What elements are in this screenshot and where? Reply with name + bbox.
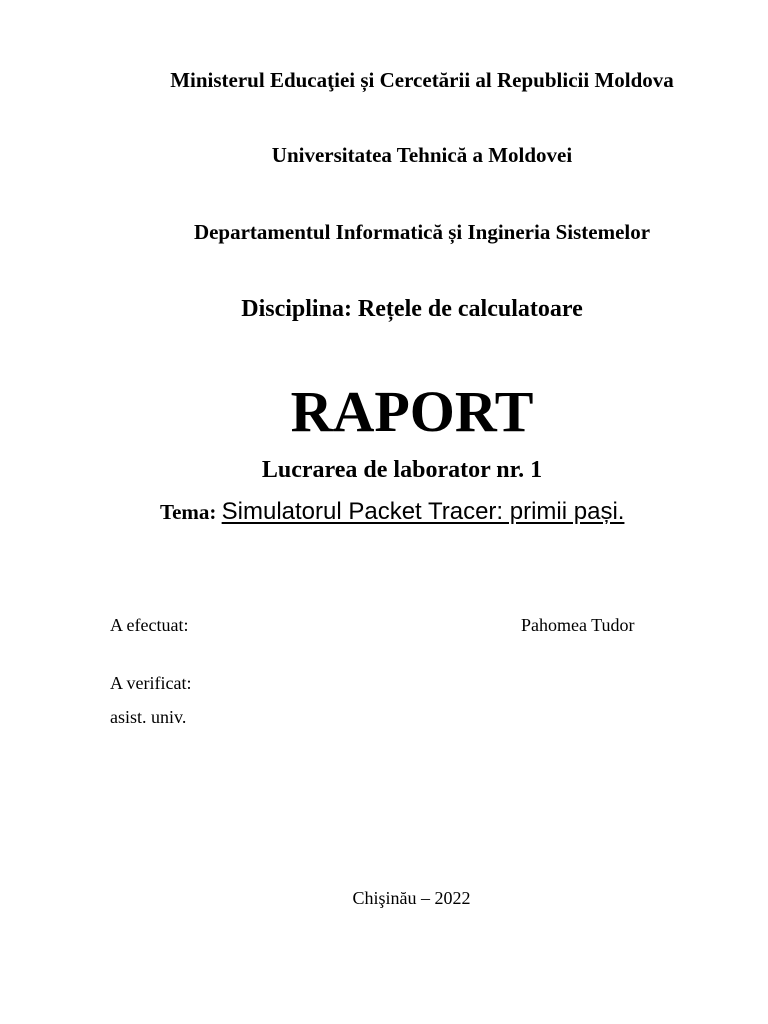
verified-by-label: A verificat:: [110, 673, 192, 693]
discipline-heading: Disciplina: Rețele de calculatoare: [241, 296, 583, 322]
report-title: RAPORT: [290, 379, 534, 444]
department-heading: Departamentul Informatică și Ingineria Sistemelor: [193, 220, 651, 244]
city-year: Chişinău – 2022: [352, 888, 471, 908]
lab-work-heading: Lucrarea de laborator nr. 1: [261, 457, 543, 483]
topic-value: Simulatorul Packet Tracer: primii pași.: [221, 498, 625, 525]
verified-by-role: asist. univ.: [110, 707, 187, 727]
topic-label: Tema:: [160, 500, 217, 524]
topic-line: [160, 498, 624, 526]
university-heading: Universitatea Tehnică a Moldovei: [271, 143, 573, 167]
performed-by-name: Pahomea Tudor: [521, 615, 635, 635]
ministry-heading: Ministerul Educaţiei și Cercetării al Republicii Moldova: [170, 68, 674, 92]
performed-by-label: A efectuat:: [110, 615, 189, 635]
